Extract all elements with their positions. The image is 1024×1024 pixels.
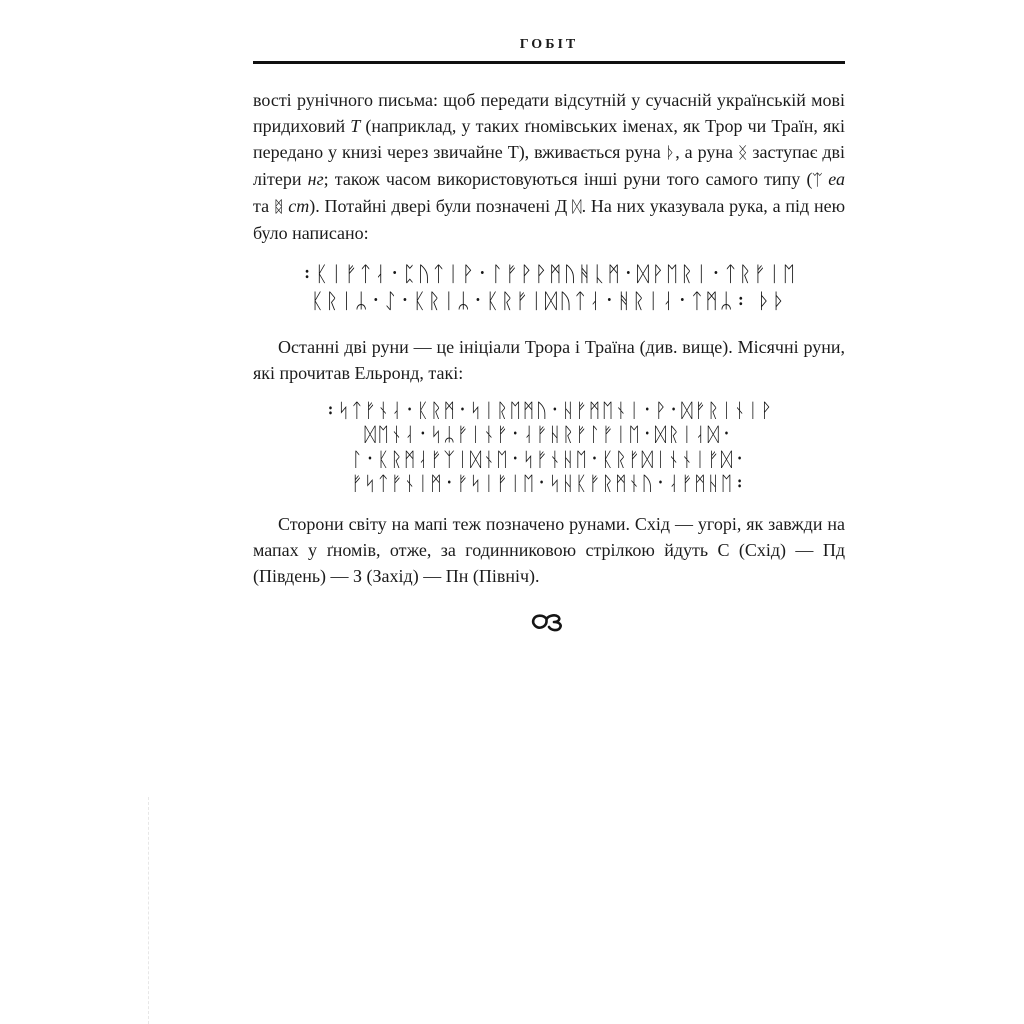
header-rule [253,61,845,64]
rune-line: ᚠᛋᛏᚠᚾᛁᛗ᛫ᚠᛋᛁᚠᛁᛖ᛫ᛋᚺᛕᚠᚱᛗᚾᚢ᛫ᛆᚠᛗᚺᛖ᛬ [350,472,747,495]
paragraph-runic-explanation: вості рунічного письма: щоб передати відсутній у сучасній українській мові придиховий Т (наприклад, у таких ґномівських іменах, як Трор чи Траїн, які передано у книзі через звичайне Т), вживається руна ᚦ, а руна ᛝ заступає дві літери нг; також часом використовуються інші руни того самого типу (ᛠ еа та ᛥ ст). Потайні двері були позначені Д ᛞ. На них указувала рука, а під нею було написано: [253,89,846,243]
running-head-title: ГОБІТ [519,37,579,52]
paragraph-compass-directions: Сторони світу на мапі теж позначено рунами. Схід — угорі, як завжди на мапах у ґномів, отже, за годинниковою стрілкою йдуть С (Схід) — Пд (Південь) — З (Захід) — Пн (Північ). [253,513,845,586]
rune-line: ᛬ᛋᛏᚠᚾᛆ᛫ᛕᚱᛗ᛫ᛋᛁᚱᛖᛗᚢ᛫ᚺᚠᛗᛖᚾᛁ᛫ᚹ᛫ᛞᚠᚱᛁᚾᛁᚹ [324,398,774,422]
rune-line: ᛬ᛕᛁᚠᛏᛆ᛫ᛈᚢᛏᛁᚹ᛫ᛚᚠᚹᚹᛗᚢᚻᚳᛗ᛫ᛞᚹᛖᚱᛁ᛫ᛏᚱᚠᛁᛖ [300,261,798,286]
chapter-end-fleuron-icon [253,611,845,640]
rune-line: ᛚ᛫ᛕᚱᛗᛆᚠᛉᛁᛞᚾᛖ᛫ᛋᚠᚾᚺᛖ᛫ᛕᚱᚠᛞᛁᚾᚾᛁᚠᛞ᛫ [350,447,747,471]
rune-line: ᛕᚱᛁᛦ᛫ᛇ᛫ᛕᚱᛁᛦ᛫ᛕᚱᚠᛁᛞᚢᛏᛆ᛫ᚻᚱᛁᛆ᛫ᛏᛗᛦ᛬ ᚦᚦ [311,288,787,313]
inline-rune: ᛥ [273,196,284,216]
inline-rune: ᛝ [737,142,748,162]
inline-rune: ᚦ [665,142,676,162]
scan-edge-artifact [148,797,149,1024]
paragraph-thror-thrain-initials: Останні дві руни — це ініціали Трора і Траїна (див. вище). Місячні руни, які прочитав Ельронд, такі: [253,336,845,383]
inline-rune: ᛠ [812,169,823,189]
inline-rune: ᛞ [572,196,582,216]
book-page [253,0,845,640]
rune-line: ᛞᛖᚾᛆ᛫ᛋᛦᚠᛁᚾᚠ᛫ᛆᚠᚺᚱᚠᛚᚠᛁᛖ᛫ᛞᚱᛁᛆᛞ᛫ [364,423,734,446]
moon-runes-inscription [253,399,845,497]
door-inscription-runes [253,261,845,315]
